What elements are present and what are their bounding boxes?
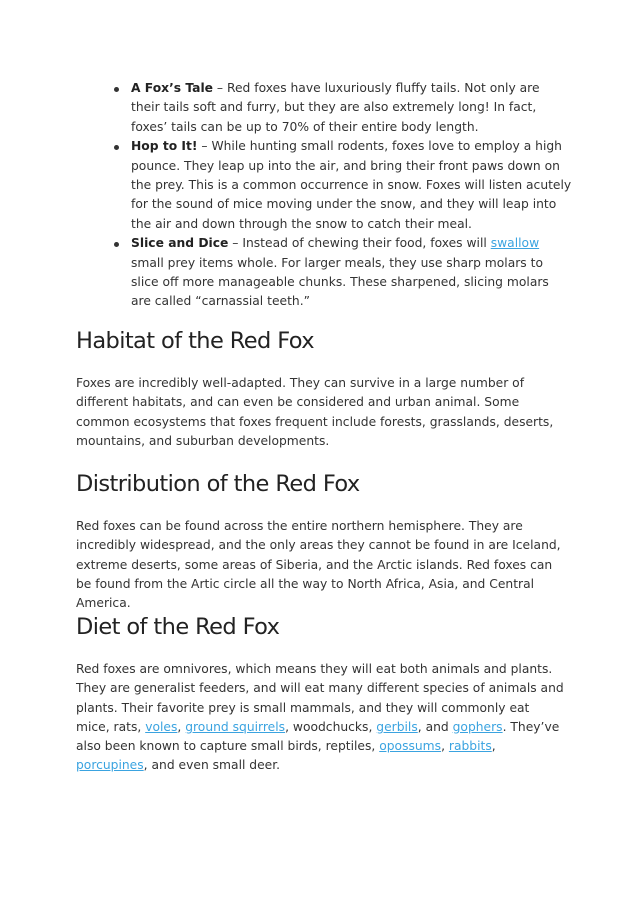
list-item-text: – While hunting small rodents, foxes love to employ a high pounce. They leap up into the air, and bring their front paws down on the prey. This is a common occurrence in snow. Foxes will listen acutely for the sound of mice moving under the snow, and they will leap into the air and down through the snow to catch their meal. — [131, 139, 572, 231]
link-ground-squirrels[interactable]: ground squirrels — [185, 719, 286, 734]
list-item-text: – Instead of chewing their food, foxes will — [228, 236, 491, 251]
diet-heading: Diet of the Red Fox — [76, 614, 280, 640]
fox-facts-list — [112, 79, 572, 312]
diet-paragraph — [76, 660, 566, 776]
link-rabbits[interactable]: rabbits — [448, 739, 492, 754]
link-gerbils[interactable]: gerbils — [376, 719, 418, 734]
bullet-icon — [114, 242, 119, 247]
diet-text: Red foxes are omnivores, which means they will eat both animals and plants. They are generalist feeders, and will eat many different species of animals and plants. Their favorite prey is small mammals, and they will commonly eat mice, rats, — [76, 662, 564, 734]
link-gophers[interactable]: gophers — [452, 719, 503, 734]
link-opossums[interactable]: opossums — [379, 739, 442, 754]
diet-text: , and — [417, 719, 453, 734]
habitat-heading: Habitat of the Red Fox — [76, 328, 314, 354]
list-item-text: – Red foxes have luxuriously fluffy tails. Not only are their tails soft and furry, but they are also extremely long! In fact, foxes’ tails can be up to 70% of their entire body length. — [131, 81, 540, 134]
diet-text: . They’ve also been known to capture small birds, reptiles, — [76, 719, 560, 754]
list-item-title: A Fox’s Tale — [131, 81, 214, 95]
list-item — [112, 79, 572, 137]
list-item — [112, 137, 572, 234]
list-item-title: Hop to It! — [131, 139, 198, 154]
diet-text: , — [177, 719, 186, 734]
diet-text: , — [441, 739, 449, 754]
distribution-heading: Distribution of the Red Fox — [76, 471, 360, 497]
diet-text: , — [491, 739, 496, 754]
bullet-icon — [114, 145, 119, 150]
diet-text: , and even small deer. — [143, 758, 281, 773]
bullet-icon — [114, 87, 119, 92]
link-porcupines[interactable]: porcupines — [76, 758, 144, 773]
list-item-text: small prey items whole. For larger meals, they use sharp molars to slice off more manageable chunks. These sharpened, slicing molars are called “carnassial teeth.” — [131, 255, 549, 309]
list-item-title: Slice and Dice — [131, 236, 229, 251]
habitat-paragraph: Foxes are incredibly well-adapted. They can survive in a large number of different habitats, and can even be considered and urban animal. Some common ecosystems that foxes frequent include forests, grasslands, deserts, mountains, and suburban developments. — [76, 376, 554, 448]
link-voles[interactable]: voles — [145, 719, 178, 734]
link-swallow[interactable]: swallow — [490, 236, 540, 251]
distribution-paragraph: Red foxes can be found across the entire northern hemisphere. They are incredibly widespread, and the only areas they cannot be found in are Iceland, extreme deserts, some areas of Siberia, and the Arctic islands. Red foxes can be found from the Artic circle all the way to North Africa, Asia, and Central America. — [76, 519, 561, 611]
diet-text: , woodchucks, — [285, 719, 377, 734]
list-item — [112, 234, 572, 312]
